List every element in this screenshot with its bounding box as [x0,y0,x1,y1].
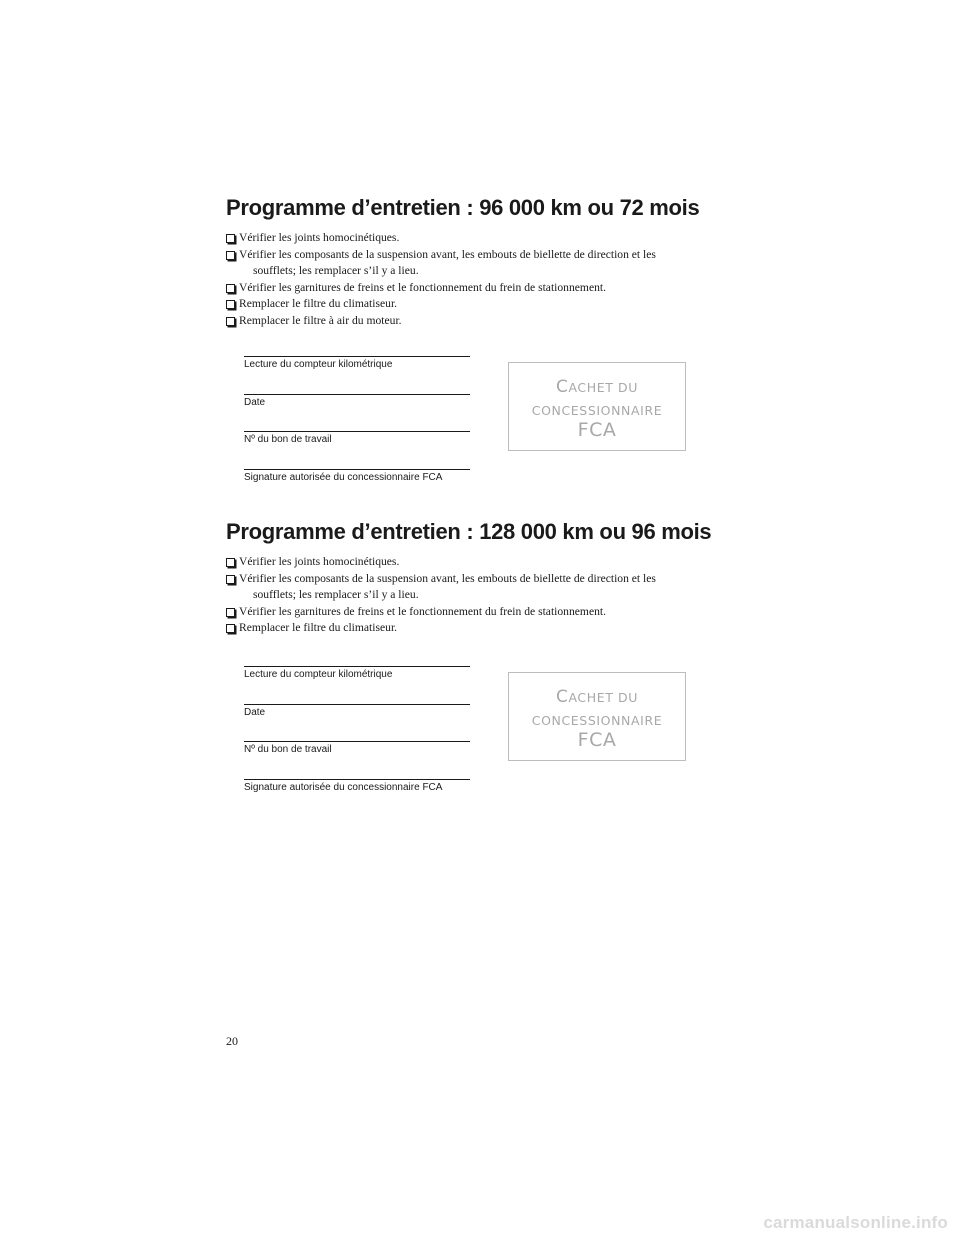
checkbox-icon[interactable] [226,624,235,633]
checklist [226,554,746,637]
maintenance-section-128000 [226,519,746,637]
page-number: 20 [226,1034,238,1048]
checkbox-icon[interactable] [226,300,235,309]
odometer-field[interactable] [244,666,470,704]
footer-watermark: carmanualsonline.info [763,1213,948,1232]
signature-line [244,704,470,705]
stamp-line-3: FCA [577,419,617,441]
section-title: Programme d’entretien : 96 000 km ou 72 mois [226,195,700,220]
checklist-item-continuation: soufflets; les remplacer s’il y a lieu. [253,264,419,277]
checkbox-icon[interactable] [226,575,235,584]
dealer-stamp-box [508,362,686,451]
checklist-item: Remplacer le filtre du climatiseur. [226,296,746,313]
maintenance-section-96000 [226,195,746,329]
checkbox-icon[interactable] [226,317,235,326]
signature-line [244,741,470,742]
dealer-stamp-box [508,672,686,761]
signature-line [244,394,470,395]
signature-line [244,469,470,470]
work-order-field[interactable] [244,431,470,469]
field-label: Date [244,706,266,718]
signature-line [244,431,470,432]
signature-line [244,779,470,780]
checklist-item: Vérifier les composants de la suspension avant, les embouts de biellette de direction et les [226,571,746,588]
work-order-field[interactable] [244,741,470,779]
field-label: Signature autorisée du concessionnaire FCA [244,781,443,793]
signature-line [244,666,470,667]
field-label: Nº du bon de travail [244,744,332,755]
service-record-form [244,666,470,816]
odometer-field[interactable] [244,356,470,394]
stamp-line-1: CACHET DU [555,687,639,707]
stamp-line-2: CONCESSIONNAIRE [531,713,663,728]
date-field[interactable] [244,394,470,432]
checklist-item: Vérifier les joints homocinétiques. [226,230,746,247]
checklist-item: Vérifier les composants de la suspension avant, les embouts de biellette de direction et les [226,247,746,264]
field-label: Signature autorisée du concessionnaire FCA [244,471,443,483]
checklist-item: Vérifier les garnitures de freins et le fonctionnement du frein de stationnement. [226,604,746,621]
service-record-form [244,356,470,506]
checklist-item: Remplacer le filtre à air du moteur. [226,313,746,330]
stamp-line-2: CONCESSIONNAIRE [531,403,663,418]
checkbox-icon[interactable] [226,284,235,293]
field-label: Nº du bon de travail [244,434,332,445]
checkbox-icon[interactable] [226,608,235,617]
checkbox-icon[interactable] [226,558,235,567]
signature-line [244,356,470,357]
field-label: Date [244,396,266,408]
stamp-line-3: FCA [577,729,617,751]
checklist-item: Remplacer le filtre du climatiseur. [226,620,746,637]
checklist-item-continuation: soufflets; les remplacer s’il y a lieu. [253,588,419,601]
field-label: Lecture du compteur kilométrique [244,669,393,680]
field-label: Lecture du compteur kilométrique [244,359,393,370]
checklist-item: Vérifier les joints homocinétiques. [226,554,746,571]
signature-field[interactable] [244,779,470,817]
checkbox-icon[interactable] [226,251,235,260]
checklist [226,230,746,329]
date-field[interactable] [244,704,470,742]
stamp-line-1: CACHET DU [555,377,639,397]
checklist-item: Vérifier les garnitures de freins et le fonctionnement du frein de stationnement. [226,280,746,297]
section-title: Programme d’entretien : 128 000 km ou 96 mois [226,519,712,544]
signature-field[interactable] [244,469,470,507]
checkbox-icon[interactable] [226,234,235,243]
